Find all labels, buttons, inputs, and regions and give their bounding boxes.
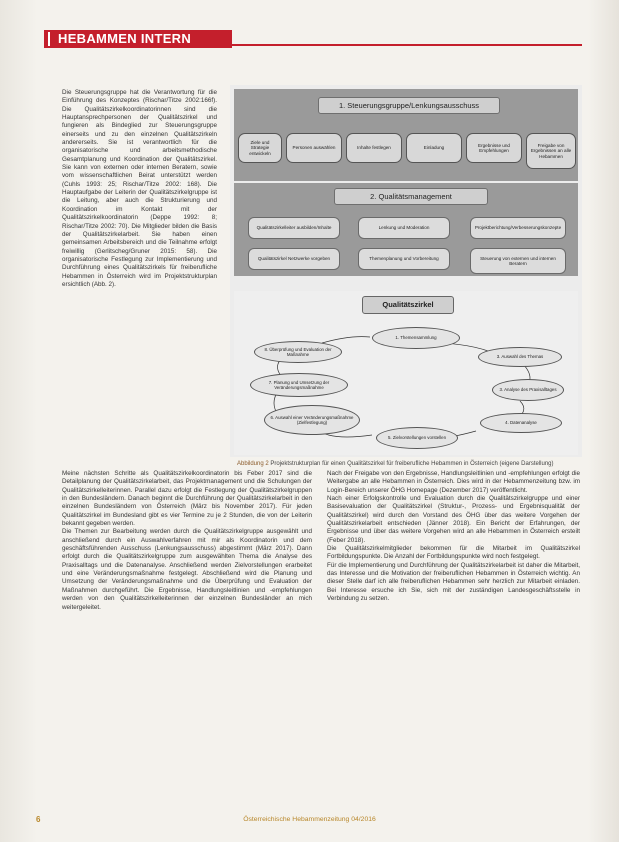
band1-step: Ziele und Strategie entwickeln xyxy=(238,133,282,163)
band2-box: Projektberichtung/Verbesserungskonzepte xyxy=(470,217,566,239)
band1-step: Freigabe von Ergebnissen an alle Hebammen xyxy=(526,133,576,169)
cycle-step: 8. Überprüfung und Evaluation der Maßnahme xyxy=(254,341,342,363)
band1-step: Inhalte festlegen xyxy=(346,133,402,163)
right-column xyxy=(327,470,580,604)
body-paragraph: Nach einer Erfolgskontrolle und Evaluation durch die Qualitätszirkelgruppe und einer Basisevaluation der Qualitätszirkel (Struktur-, Prozess- und Ergebnisqualität der Qualitätszirkel) wird durch den Vorstand des ÖHG über das weitere Vorgehen der Qualitätszirkelarbeit entschieden (Jänner 2018). Ein Bericht der Erfahrungen, der Ergebnisse und über das weitere Vorgehen wird an alle Hebammen in Österreich ersteilt (Feber 2018). xyxy=(327,495,580,544)
band2-box: Lenkung und Moderation xyxy=(358,217,450,239)
cycle-step: 3. Analyse des Praxisalltages xyxy=(492,379,564,401)
band2-box: Qualitätszirkel Netzwerke vorgeben xyxy=(248,248,340,270)
left-column xyxy=(62,470,312,612)
caption-label: Abbildung 2 xyxy=(237,461,269,467)
figure-caption xyxy=(237,461,582,468)
cycle-step: 7. Planung und Umsetzung der Veränderungsmaßnahme xyxy=(250,373,348,397)
band2-box: Themenplanung und Vorbereitung xyxy=(358,248,450,270)
quality-management-title: 2. Qualitätsmanagement xyxy=(334,188,488,205)
band2-box: Qualitätszirkelleiter ausbilden/Inhalte xyxy=(248,217,340,239)
body-paragraph: Die Qualitätszirkelmitglieder bekommen für die Mitarbeit im Qualitätszirkel Fortbildungspunkte. Die Anzahl der Fortbildungspunkte wird noch festgelegt. xyxy=(327,545,580,561)
steering-group-title: 1. Steuerungsgruppe/Lenkungsausschuss xyxy=(318,97,500,114)
section-title: HEBAMMEN INTERN xyxy=(58,31,192,46)
intro-paragraph xyxy=(62,89,217,289)
page-number: 6 xyxy=(36,815,41,824)
body-paragraph: Nach der Freigabe von den Ergebnisse, Handlungsleitlinien und -empfehlungen erfolgt die Weitergabe an alle Hebammen in Österreich. Dies wird in der Hebammenzeitung bzw. im Login-Bereich unserer ÖHG Homepage (Dezember 2017) veröffentlicht. xyxy=(327,470,580,494)
header-rule xyxy=(232,44,582,46)
band1-step: Ergebnisse und Empfehlungen xyxy=(466,133,522,163)
journal-footer: Österreichische Hebammenzeitung 04/2016 xyxy=(243,816,376,823)
cycle-step: 4. Datenanalyse xyxy=(480,413,562,433)
header-accent-mark xyxy=(48,32,50,46)
band1-step: Personen auswählen xyxy=(286,133,342,163)
body-paragraph: Die Themen zur Bearbeitung werden durch die Qualitätszirkelgruppe ausgewählt und anschließend durch ein Auswahlverfahren mit mir als Koordinatorin und dem geschäftsführenden Ausschuss (Lenkungsausschuss) abgestimmt (März 2017). Dann erfolgt durch die Qualitätszirkelgruppe zum ausgewählten Thema die Analyse des Praxisalltags und die Datenanalyse. Anschließend werden Zielvorstellungen erarbeitet und eine Veränderungsmaßnahme festgelegt. Abschließend wird die Planung und Umsetzung der Veränderungsmaßnahme und die Überprüfung und Evaluation der Maßnahmen durchgeführt. Die Ergebnisse, Handlungsleitlinien und -empfehlungen werden von den Qualitätszirkelleiterinnen der einzelnen Bundesländer an mich weitergeleitet. xyxy=(62,528,312,611)
cycle-step: 6. Auswahl einer Veränderungsmaßnahme (Zielfestlegung) xyxy=(264,405,360,435)
cycle-arrows xyxy=(230,85,582,457)
quality-circle-title: Qualitätszirkel xyxy=(362,296,454,314)
intro-text: Die Steuerungsgruppe hat die Verantwortung für die Einführung des Konzeptes (Rischar/Titze 2002:166f). Die Qualitätszirkelkoordinatorinnen sind die Hauptansprechpersonen der Qualitätszirkel und fungieren als Bindeglied zur Steuerungsgruppe einerseits und zu den einzelnen Qualitätszirkeln andererseits. Sie ist verantwortlich für die organisatorische und arbeitsmethodische Gesamtplanung und Koordination der Qualitätszirkel. Sie kann von externen oder internen Beratern, sowie vom wissenschaftlichen Beirat unterstützt werden (Cuhls 1993: 25; Rischar/Titze 2002: 168). Die Hauptaufgabe der Leiterin der Qualitätszirkelgruppe ist die Leitung, aber auch die Strukturierung und Koordination im Kontakt mit der Qualitätszirkelkoordinatorin (Deppe 1992: 8; Rischar/Titze 2002: 70). Die Mitglieder bilden die Basis der Qualitätszirkelarbeit. Sie haben einen gemeinsamen Arbeitsbereich und die Teilnahme erfolgt freiwillig (Gerlitscheg/Gruner 2015: 58). Die organisatorische Festlegung zur Implementierung und Durchführung eines Qualitätszirkels für freiberufliche Hebammen in Österreich wird im Projektstrukturplan ersichtlich (Abb. 2). xyxy=(62,89,217,288)
cycle-step: 3. Auswahl des Themas xyxy=(478,347,562,367)
body-paragraph: Meine nächsten Schritte als Qualitätszirkelkoordinatorin bis Feber 2017 sind die Detailplanung der Qualitätszirkelarbeit, das Projektmanagement und die Schulungen der Qualitätszirkelleiterinnen. Parallel dazu erfolgt die Festlegung der Qualitätszirkelgruppen in den Bundesländern. Danach beginnt die Durchführung der Qualitätszirkelarbeit in den einzelnen Bundesländern von Österreich (März bis November 2017). Für jeden Qualitätszirkel im Bundesland gibt es vier Termine zu je 2 Stunden, die von der Leiterin bekannt gegeben werden. xyxy=(62,470,312,528)
band1-step: Einladung xyxy=(406,133,462,163)
cycle-step: 5. Zielvorstellungen vorstellen xyxy=(376,427,458,449)
body-paragraph: Für die Implementierung und Durchführung der Qualitätszirkelarbeit ist daher die Mitarbeit, das Interesse und die Motivation der freiberuflichen Hebammen in Österreich wichtig. An dieser Stelle darf ich alle freiberuflichen Hebammen sehr herzlich zur Mitarbeit einladen. Bei Interesse ersuche ich Sie, sich mit der zuständigen Landesgeschäftsstelle in Verbindung zu setzen. xyxy=(327,561,580,603)
project-structure-figure xyxy=(230,85,582,457)
band2-box: Steuerung von externen und internen Beratern xyxy=(470,248,566,274)
cycle-step: 1. Themensammlung xyxy=(372,327,460,349)
caption-text: Projektstrukturplan für einen Qualitätszirkel für freiberufliche Hebammen in Österreich (eigene Darstellung) xyxy=(270,461,554,467)
